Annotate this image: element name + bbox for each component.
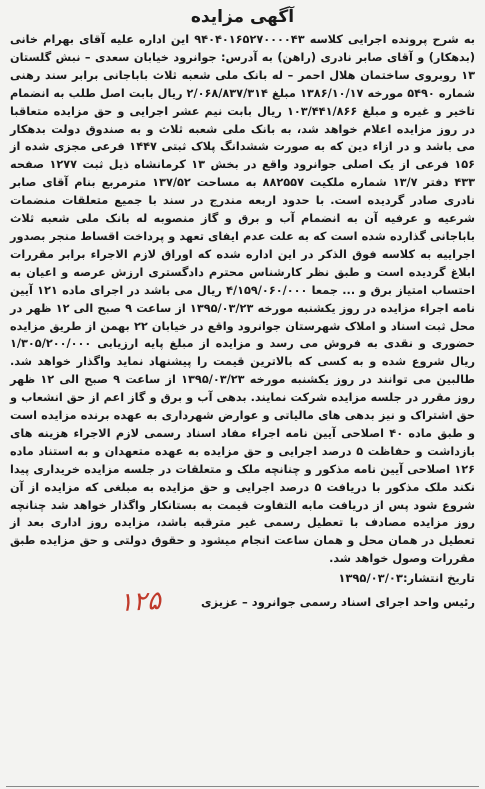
notice-title: آگهی مزایده (190, 7, 295, 27)
signature-row (10, 586, 475, 619)
notice-body (10, 31, 475, 568)
bottom-divider (6, 786, 479, 787)
signatory: رئیس واحد اجرای اسناد رسمی جوانرود – عزیزی (201, 595, 475, 610)
handwritten-number: ۱۲۵ (118, 586, 162, 619)
publication-date: تاریخ انتشار:۱۳۹۵/۰۳/۰۳ (338, 571, 475, 586)
notice-body-text: به شرح پرونده اجرایی کلاسه ۹۴۰۴۰۱۶۵۲۷۰۰۰۰۴۳ این اداره علیه آقای بهرام خانی (بدهکار) و آقای صابر نادری (راهن) به آدرس: جوانرود خیابان سعدی – نبش گلستان ۱۳ روبروی ساختمان هلال احمر – له بانک ملی شعبه ثلاث باباجانی برابر سند رهنی شماره ۵۴۹۰ مورخه ۱۳۸۶/۱۰/۱۷ مبلغ ۲/۰۶۸/۸۳۷/۳۱۴ ریال بابت اصل طلب به انضمام تاخیر و غیره و مبلغ ۱۰۳/۴۴۱/۸۶۶ ریال بابت نیم عشر اجرایی و حق مزایده متعاقبا در روز مزایده اعلام خواهد شد، به بانک ملی شعبه ثلاث و به صندوق دولت بدهکار می باشد و در ازاء دین که به صورت ششدانگ پلاک ثبتی ۱۴۴۷ فرعی مجزی شده از ۱۵۶ فرعی از یک اصلی جوانرود واقع در بخش ۱۳ کرمانشاه ذیل ثبت ۱۲۷۷ صفحه ۴۳۳ دفتر ۱۳/۷ شماره ملکیت ۸۸۲۵۵۷ به مساحت ۱۳۷/۵۲ مترمربع بنام آقای صابر نادری صادر گردیده است. با حدود اربعه مندرج در سند با جمیع متعلقات منضمات شرعیه و عرفیه آن به انضمام آب و برق و گاز منصوبه له بانک ملی شعبه ثلاث باباجانی گذارده شده است که به علت عدم ایفای تعهد و پرداخت اقساط منجر بصدور اجراییه به کلاسه فوق الذکر در این اداره شده که اوراق لازم الاجراء برابر مقررات ابلاغ گردیده است و طبق نظر کارشناس محترم دادگستری ارزش عرصه و اعیان به احتساب امتیاز برق و ... جمعا ۴/۱۵۹/۰۶۰/۰۰۰ ریال می باشد در اجرای ماده ۱۲۱ آیین نامه اجراء مزایده در روز یکشنبه مورخه ۱۳۹۵/۰۳/۲۳ از ساعت ۹ صبح الی ۱۲ ظهر در محل ثبت اسناد و املاک شهرستان جوانرود واقع در خیابان ۲۲ بهمن از طریق مزایده حضوری و نقدی به فروش می رسد و مزایده از مبلغ پایه ارزیابی ۱/۳۰۵/۲۰۰/۰۰۰ ریال شروع شده و به کسی که بالاترین قیمت را پیشنهاد نماید واگذار خواهد شد. طالبین می توانند در روز یکشنبه مورخه ۱۳۹۵/۰۳/۲۳ از ساعت ۹ صبح الی ۱۲ ظهر روز مقرر در جلسه مزایده شرکت نمایند. بدهی آب و برق و گاز اعم از حق انشعاب و حق اشتراک و نیز بدهی های مالیاتی و عوارض شهرداری به عهده برنده مزایده است و طبق ماده ۴۰ اصلاحی آیین نامه اجراء مفاد اسناد رسمی لازم الاجراء هزینه های بازداشت و حفاظت ۵ درصد اجرایی و حق مزایده به عهده متعهدان و به استناد ماده ۱۲۶ اصلاحی آیین نامه مذکور و چنانچه ملک و متعلقات در جلسه مزایده خریداری پیدا نکند ملک مذکور با دریافت ۵ درصد اجرایی و حق مزایده به مبلغی که مزایده از آن شروع شود پس از دریافت مابه التفاوت قیمت به بستانکار واگذار خواهد شد چنانچه روز مزایده مصادف با تعطیل رسمی غیر مترقبه باشد، مزایده روز اداری بعد از تعطیل در همان محل و همان ساعت انجام میشود و حقوق دولتی و حق مزایده طبق مقررات وصول خواهد شد. (10, 33, 476, 566)
